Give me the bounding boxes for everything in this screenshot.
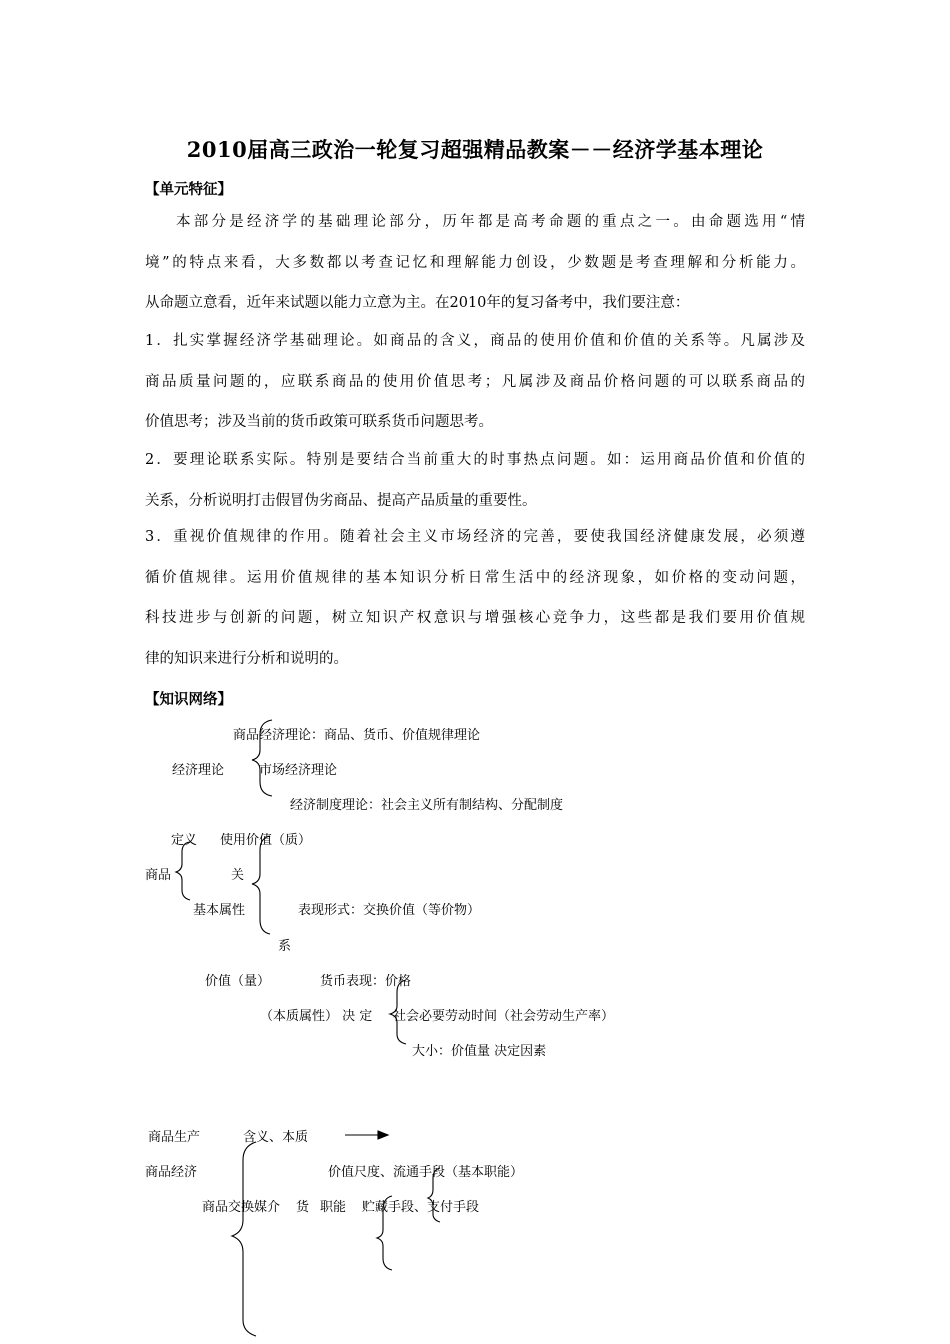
net2-value: 价值（量） (205, 974, 271, 989)
net2-basic-attribute: 基本属性 (193, 903, 246, 918)
point-3-paragraph (145, 517, 805, 679)
net3-economy: 商品经济 (145, 1165, 198, 1180)
intro-line: 本部分是经济学的基础理论部分，历年都是高考命题的重点之一。由命题选用“情 (176, 214, 805, 230)
point-line: 科技进步与创新的问题，树立知识产权意识与增强核心竞争力，这些都是我们要用价值规 (145, 610, 805, 626)
point-1-paragraph (145, 321, 805, 443)
net2-xi: 系 (278, 939, 292, 954)
net2-value-size: 大小：价值量 决定因素 (412, 1044, 547, 1059)
net3-zhineng: 职能 (320, 1200, 347, 1215)
net3-big-brace (232, 1142, 256, 1336)
net1-market-theory: 市场经济理论 (259, 763, 338, 778)
net2-outer-brace (176, 842, 190, 900)
net3-production: 商品生产 (148, 1130, 201, 1145)
unit-features-heading: 【单元特征】 (145, 181, 232, 198)
point-line: 价值思考；涉及当前的货币政策可联系货币问题思考。 (145, 414, 493, 430)
intro-line: 从命题立意看，近年来试题以能力立意为主。在2010年的复习备考中，我们要注意： (145, 295, 690, 311)
net3-other-functions: 贮藏手段、支付手段 (362, 1200, 480, 1215)
net1-root: 经济理论 (172, 763, 225, 778)
net3-basic-functions: 价值尺度、流通手段（基本职能） (328, 1165, 524, 1180)
net1-commodity-theory: 商品经济理论：商品、货币、价值规律理论 (233, 728, 481, 743)
point-line: 循价值规律。运用价值规律的基本知识分析日常生活中的经济现象，如价格的变动问题， (145, 569, 805, 586)
net3-exchange-medium: 商品交换媒介 (202, 1200, 281, 1215)
net3-arrow-head (378, 1131, 388, 1139)
net2-guan: 关 (231, 868, 245, 883)
intro-line: 境”的特点来看，大多数都以考查记忆和理解能力创设，少数题是考查理解和分析能力。 (145, 254, 805, 271)
document-title: 2010届高三政治一轮复习超强精品教案－－经济学基本理论 (186, 137, 764, 162)
net2-expression-form: 表现形式：交换价值（等价物） (298, 903, 481, 918)
point-2-paragraph (145, 440, 805, 521)
net2-definition: 定义 (171, 833, 198, 848)
point-line: 律的知识来进行分析和说明的。 (145, 650, 348, 667)
net2-relation-brace (252, 836, 270, 934)
net2-use-value: 使用价值（质） (220, 833, 312, 848)
point-line: 3．重视价值规律的作用。随着社会主义市场经济的完善，要使我国经济健康发展，必须遵 (145, 529, 805, 545)
net2-labor-time: 社会必要劳动时间（社会劳动生产率） (393, 1009, 615, 1024)
net2-money-expression: 货币表现：价格 (320, 974, 412, 989)
net2-essence: （本质属性） 决 定 (260, 1009, 373, 1024)
net3-meaning: 含义、本质 (243, 1130, 309, 1145)
net2-root: 商品 (145, 868, 172, 883)
point-line: 2．要理论联系实际。特别是要结合当前重大的时事热点问题。如：运用商品价值和价值的 (145, 452, 805, 468)
point-line: 1．扎实掌握经济学基础理论。如商品的含义，商品的使用价值和价值的关系等。凡属涉及 (145, 333, 805, 349)
net1-system-theory: 经济制度理论：社会主义所有制结构、分配制度 (290, 798, 564, 813)
intro-paragraph (145, 202, 805, 324)
knowledge-network-heading: 【知识网络】 (145, 691, 232, 708)
net3-huo: 货 (296, 1200, 310, 1215)
point-line: 关系，分析说明打击假冒伪劣商品、提高产品质量的重要性。 (145, 492, 537, 509)
point-line: 商品质量问题的，应联系商品的使用价值思考；凡属涉及商品价格问题的可以联系商品的 (145, 373, 805, 390)
